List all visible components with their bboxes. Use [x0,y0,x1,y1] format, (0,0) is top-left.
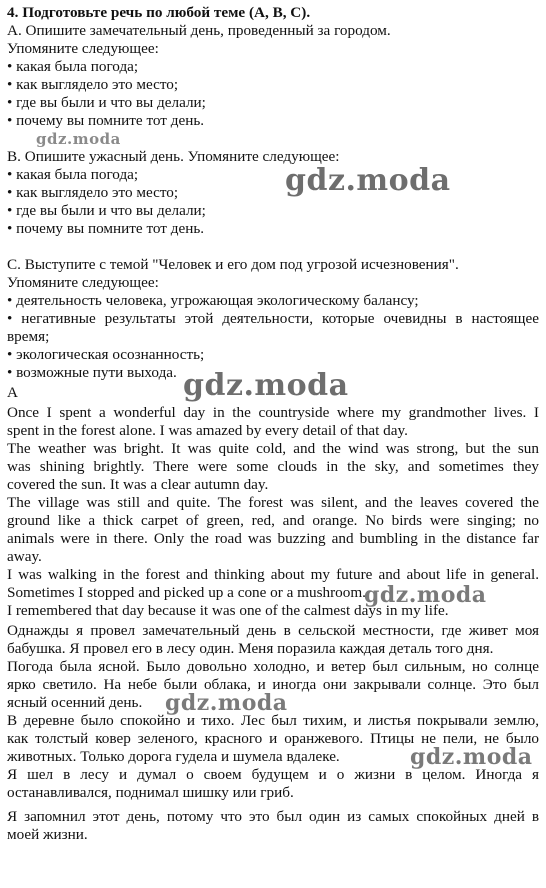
task-b-item: • какая была погода; [7,166,139,183]
task-c-item: • деятельность человека, угрожающая экологическому балансу; [7,292,419,309]
task-a-item: • как выглядело это место; [7,76,179,93]
english-line: ground like a thick carpet of green, red, and orange. No birds were singing; no [7,512,539,529]
english-line: spent in the forest alone. I was amazed by every detail of that day. [7,422,408,439]
russian-line: Я запомнил этот день, потому что это был один из самых спокойных дней в [7,808,539,825]
russian-line: Я шел в лесу и думал о своем будущем и о жизни в целом. Иногда я [7,766,539,783]
task-a-item: • где вы были и что вы делали; [7,94,206,111]
english-line: The weather was bright. It was quite cold, and the wind was strong, but the sun [7,440,539,457]
russian-line: ясный осенний день. [7,694,143,711]
task-a-item: • какая была погода; [7,58,139,75]
task-title: 4. Подготовьте речь по любой теме (А, В, С). [7,4,311,21]
task-b-intro: В. Опишите ужасный день. Упомяните следующее: [7,148,340,165]
russian-line: бабушка. Я провел его в лесу один. Меня поразила каждая деталь того дня. [7,640,494,657]
russian-line: животных. Только дорога гудела и шумела вдалеке. [7,748,340,765]
task-b-item: • почему вы помните тот день. [7,220,205,237]
english-line: I remembered that day because it was one of the calmest days in my life. [7,602,449,619]
task-a-item: • почему вы помните тот день. [7,112,205,129]
english-line: Sometimes I stopped and picked up a cone or a mushroom. [7,584,366,601]
task-a-intro: А. Опишите замечательный день, проведенный за городом. [7,22,391,39]
russian-line: моей жизни. [7,826,88,843]
task-b-item: • где вы были и что вы делали; [7,202,206,219]
english-line: was shining brightly. There were some clouds in the sky, and sometimes they [7,458,539,475]
russian-line: В деревне было спокойно и тихо. Лес был тихим, и листья покрывали землю, [7,712,539,729]
task-c-mention: Упомяните следующее: [7,274,159,291]
task-c-item: время; [7,328,50,345]
english-line: Once I spent a wonderful day in the countryside where my grandmother lives. I [7,404,539,421]
answer-label: A [7,384,18,401]
english-line: animals were in there. Only the road was buzzing and bumbling in the distance far [7,530,539,547]
english-line: away. [7,548,42,565]
russian-line: останавливался, поднимал шишку или гриб. [7,784,294,801]
watermark-logo: gdz.moda [183,368,349,403]
russian-line: Погода была ясной. Было довольно холодно, и ветер был сильным, но солнце [7,658,539,675]
russian-line: Однажды я провел замечательный день в сельской местности, где живет моя [7,622,539,639]
task-c-item: • экологическая осознанность; [7,346,205,363]
watermark-logo: gdz.moda [364,582,487,608]
english-line: The village was still and quite. The forest was silent, and the leaves covered the [7,494,539,511]
russian-line: как толстый ковер зеленого, красного и оранжевого. Птицы не пели, не было [7,730,539,747]
english-line: covered the sun. It was a clear autumn day. [7,476,269,493]
english-line: I was walking in the forest and thinking about my future and about life in general. [7,566,539,583]
task-c-intro: С. Выступите с темой "Человек и его дом под угрозой исчезновения". [7,256,459,273]
watermark-logo: gdz.moda [165,690,288,716]
task-c-item: • возможные пути выхода. [7,364,177,381]
watermark-logo: gdz.moda [36,130,121,148]
task-c-item: • негативные результаты этой деятельности, которые очевидны в настоящее [7,310,539,327]
task-b-item: • как выглядело это место; [7,184,179,201]
task-a-mention: Упомяните следующее: [7,40,159,57]
watermark-logo: gdz.moda [285,163,451,198]
watermark-logo: gdz.moda [410,744,533,770]
russian-line: ярко светило. На небе были облака, и иногда они закрывали солнце. Это был [7,676,539,693]
